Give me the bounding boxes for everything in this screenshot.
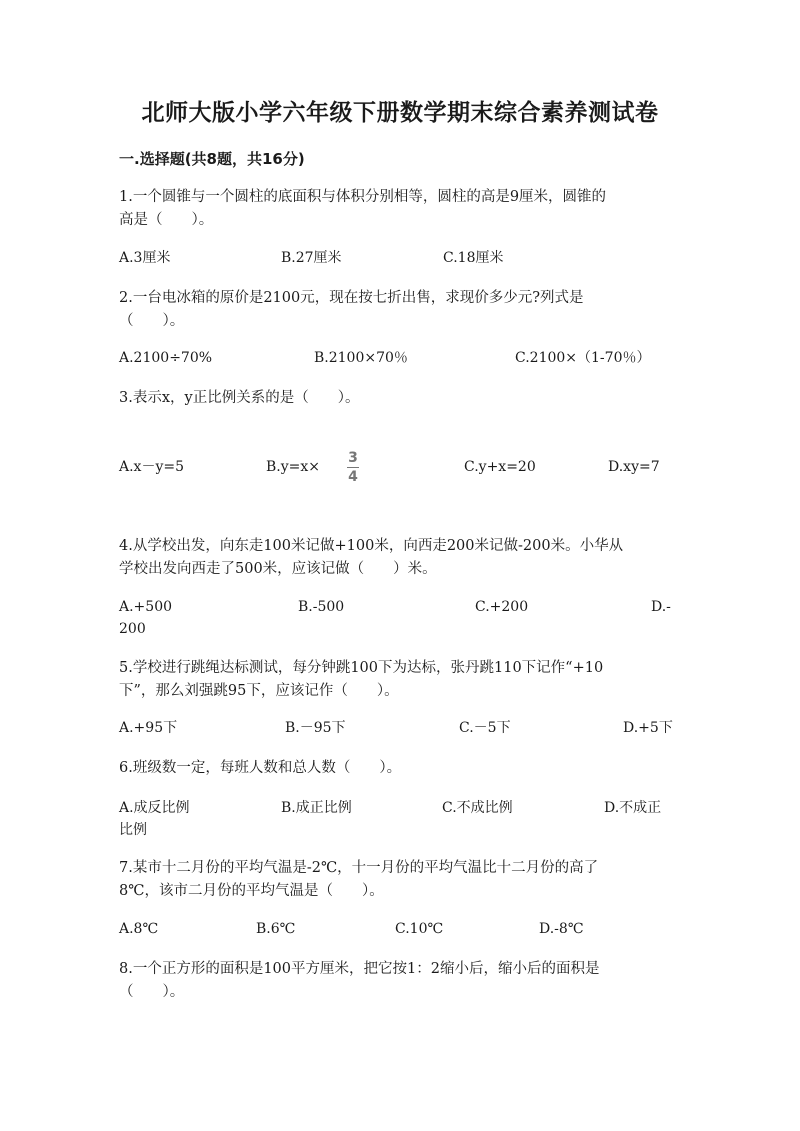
question-4-options — [119, 596, 684, 620]
question-3-options — [119, 450, 684, 485]
question-1-text-line2: 高是（ ）。 — [119, 212, 214, 228]
option-a[interactable]: A.+500 — [119, 599, 173, 615]
option-c[interactable]: C.+200 — [475, 599, 529, 615]
option-d[interactable]: D.-8℃ — [539, 921, 584, 937]
option-c[interactable]: C.2100×（1-70％） — [515, 350, 651, 366]
question-1 — [119, 186, 684, 232]
option-d[interactable]: D.不成正 — [604, 800, 662, 816]
option-c[interactable]: C.不成比例 — [442, 800, 513, 816]
question-4-option-d-wrap: 200 — [119, 621, 146, 637]
question-5-options — [119, 717, 684, 741]
question-8 — [119, 958, 684, 1004]
option-a[interactable]: A.+95下 — [119, 720, 178, 736]
question-3 — [119, 387, 684, 410]
question-5-text-line1: 5.学校进行跳绳达标测试，每分钟跳100下为达标，张丹跳110下记作“+10 — [119, 660, 604, 676]
fraction-three-quarters — [347, 450, 359, 485]
question-2-options — [119, 347, 684, 371]
option-b[interactable]: B.2100×70％ — [314, 350, 408, 366]
fraction-denominator: 4 — [348, 469, 358, 485]
option-b[interactable]: B.－95下 — [285, 720, 346, 736]
question-8-text-line2: （ ）。 — [119, 984, 185, 1000]
option-b[interactable]: B.27厘米 — [281, 250, 342, 266]
option-a[interactable]: A.成反比例 — [119, 800, 190, 816]
question-2-text-line2: （ ）。 — [119, 313, 185, 329]
option-a[interactable]: A.2100÷70% — [119, 350, 213, 366]
question-7 — [119, 857, 684, 903]
question-1-options — [119, 247, 684, 271]
question-6-option-d-wrap: 比例 — [119, 822, 147, 838]
option-d[interactable]: D.+5下 — [623, 720, 673, 736]
page-title: 北师大版小学六年级下册数学期末综合素养测试卷 — [141, 100, 659, 126]
option-c[interactable]: C.18厘米 — [443, 250, 504, 266]
question-1-text-line1: 1.一个圆锥与一个圆柱的底面积与体积分别相等，圆柱的高是9厘米，圆锥的 — [119, 189, 607, 205]
question-8-text-line1: 8.一个正方形的面积是100平方厘米，把它按1：2缩小后，缩小后的面积是 — [119, 961, 600, 977]
option-b[interactable]: B.成正比例 — [281, 800, 352, 816]
question-5 — [119, 657, 684, 703]
option-c[interactable]: C.10℃ — [395, 921, 444, 937]
option-d[interactable]: D.xy=7 — [608, 459, 660, 475]
question-4-text-line1: 4.从学校出发，向东走100米记做+100米，向西走200米记做-200米。小华从 — [119, 538, 624, 554]
question-5-text-line2: 下”，那么刘强跳95下，应该记作（ ）。 — [119, 683, 399, 699]
question-6-text-line1: 6.班级数一定，每班人数和总人数（ ）。 — [119, 760, 402, 776]
option-d[interactable]: D.- — [651, 599, 671, 615]
question-6-options — [119, 797, 684, 821]
fraction-numerator: 3 — [348, 450, 358, 466]
question-6 — [119, 757, 684, 780]
question-7-text-line1: 7.某市十二月份的平均气温是-2℃，十一月份的平均气温比十二月份的高了 — [119, 860, 599, 876]
section-heading: 一.选择题(共8题，共16分) — [119, 150, 305, 168]
option-a[interactable]: A.x－y=5 — [119, 459, 185, 475]
question-4-text-line2: 学校出发向西走了500米，应该记做（ ）米。 — [119, 561, 437, 577]
question-7-text-line2: 8℃，该市二月份的平均气温是（ ）。 — [119, 883, 384, 899]
question-7-options — [119, 918, 684, 942]
option-c[interactable]: C.－5下 — [459, 720, 511, 736]
option-b[interactable]: B.6℃ — [256, 921, 296, 937]
fraction-bar — [347, 467, 359, 468]
option-b[interactable]: B.y=x× — [266, 459, 321, 475]
question-2 — [119, 287, 684, 333]
option-b[interactable]: B.-500 — [298, 599, 345, 615]
question-2-text-line1: 2.一台电冰箱的原价是2100元，现在按七折出售，求现价多少元?列式是 — [119, 290, 584, 306]
option-a[interactable]: A.8℃ — [119, 921, 159, 937]
question-3-text-line1: 3.表示x，y正比例关系的是（ ）。 — [119, 390, 360, 406]
option-c[interactable]: C.y+x=20 — [464, 459, 536, 475]
option-a[interactable]: A.3厘米 — [119, 250, 171, 266]
question-4 — [119, 535, 684, 581]
